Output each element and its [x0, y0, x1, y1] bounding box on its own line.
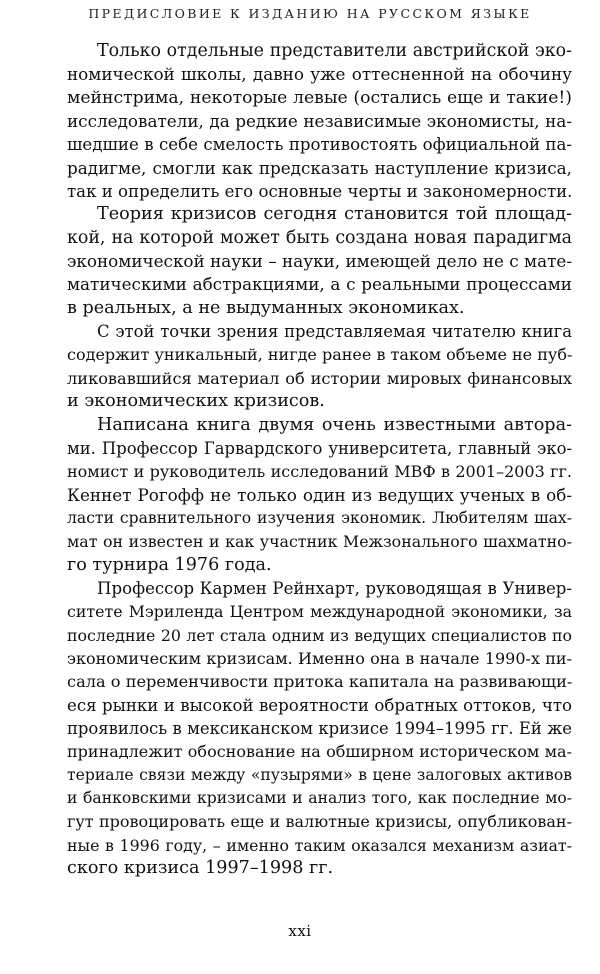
- text-line: гут провоцировать еще и валютные кризисы, опубликован-: [67, 812, 572, 832]
- text-line: Кеннет Рогофф не только один из ведущих ученых в об-: [67, 484, 572, 505]
- text-line: в реальных, а не выдуманных экономиках.: [67, 297, 465, 318]
- text-line: содержит уникальный, нигде ранее в таком объеме не пуб-: [67, 345, 572, 365]
- page-number: xxi: [288, 922, 312, 940]
- text-line: ми. Профессор Гарвардского университета, главный эко-: [67, 438, 572, 458]
- paragraph: [67, 320, 572, 413]
- text-line: мейнстрима, некоторые левые (остались еще и такие!): [67, 87, 572, 108]
- text-line: и банковскими кризисами и анализ того, как последние мо-: [67, 789, 572, 807]
- paragraph: [67, 577, 572, 880]
- text-line: шедшие в себе смелость противостоять официальной па-: [67, 135, 572, 155]
- text-line: го турнира 1976 года.: [67, 554, 272, 575]
- paragraph: [67, 203, 572, 320]
- text-line: С этой точки зрения представляемая читателю книга: [97, 322, 572, 342]
- body-text: [67, 40, 572, 880]
- text-line: матическими абстракциями, а с реальными процессами: [67, 274, 572, 295]
- text-line: радигме, смогли как предсказать наступление кризиса,: [67, 157, 572, 178]
- text-line: сала о переменчивости притока капитала на развивающи-: [67, 672, 572, 692]
- text-line: кой, на которой может быть создана новая парадигма: [67, 227, 572, 248]
- text-line: исследователи, да редкие независимые экономисты, на-: [67, 111, 572, 132]
- text-line: и экономических кризисов.: [67, 391, 325, 412]
- text-line: Теория кризисов сегодня становится той площад-: [97, 204, 572, 225]
- text-line: Профессор Кармен Рейнхарт, руководящая в Универ-: [97, 578, 572, 598]
- text-line: номист и руководитель исследований МВФ в 2001–2003 гг.: [67, 462, 572, 482]
- text-line: еся рынки и высокой вероятности обратных оттоков, что: [67, 695, 572, 715]
- text-line: проявилось в мексиканском кризисе 1994–1995 гг. Ей же: [67, 718, 572, 738]
- text-line: ные в 1996 году, – именно таким оказался механизм азиат-: [67, 835, 572, 855]
- text-line: так и определить его основные черты и закономерности.: [67, 182, 572, 202]
- text-line: ласти сравнительного изучения экономик. Любителям шах-: [67, 508, 572, 527]
- text-line: экономическим кризисам. Именно она в начале 1990-х пи-: [67, 648, 572, 668]
- text-line: Написана книга двумя очень известными автора-: [97, 414, 572, 435]
- text-line: териале связи между «пузырями» в цене залоговых активов: [67, 765, 572, 784]
- text-line: последние 20 лет стала одним из ведущих специалистов по: [67, 625, 572, 645]
- text-line: принадлежит обоснование на обширном историческом ма-: [67, 742, 572, 762]
- running-head: ПРЕДИСЛОВИЕ К ИЗДАНИЮ НА РУССКОМ ЯЗЫКЕ: [88, 6, 532, 21]
- text-line: мат он известен и как участник Межзонального шахматно-: [67, 532, 572, 552]
- text-line: ликовавшийся материал об истории мировых финансовых: [67, 368, 572, 388]
- paragraph: [67, 40, 572, 203]
- paragraph: [67, 414, 572, 577]
- text-line: Только отдельные представители австрийской эко-: [97, 41, 572, 61]
- text-line: номической школы, давно уже оттесненной на обочину: [67, 64, 572, 85]
- text-line: ского кризиса 1997–1998 гг.: [67, 858, 334, 879]
- text-line: ситете Мэриленда Центром международной экономики, за: [67, 602, 572, 622]
- text-line: экономической науки – науки, имеющей дело не с мате-: [67, 251, 572, 272]
